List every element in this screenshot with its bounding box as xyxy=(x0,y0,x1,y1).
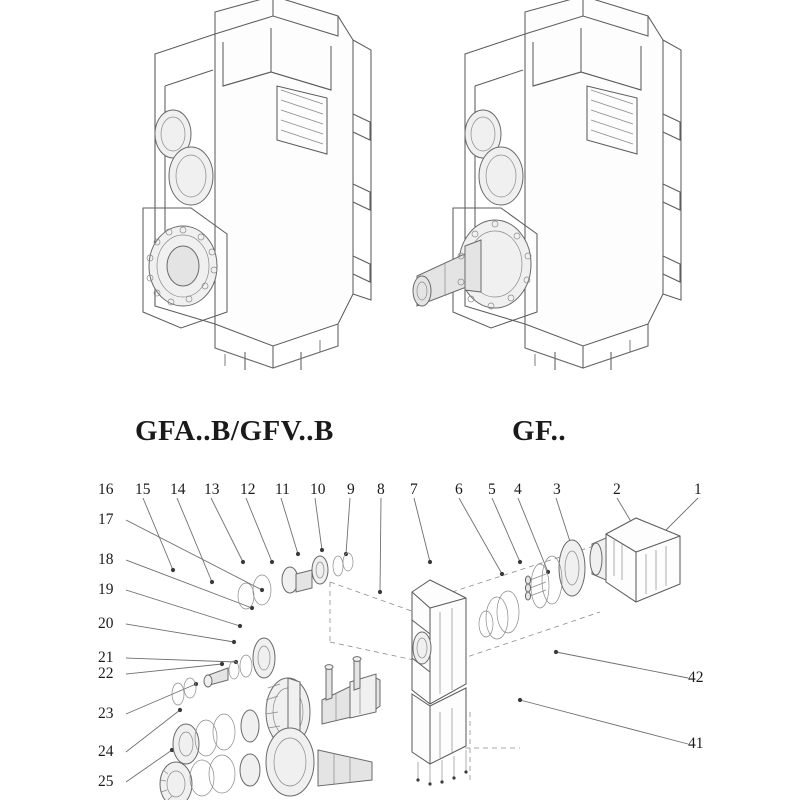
part-label-12: 12 xyxy=(240,481,256,498)
caption-left: GFA..B/GFV..B xyxy=(135,415,334,447)
part-label-11: 11 xyxy=(275,481,290,498)
part-label-41: 41 xyxy=(688,735,704,752)
part-label-9: 9 xyxy=(347,481,355,498)
part-label-2: 2 xyxy=(613,481,621,498)
part-label-24: 24 xyxy=(98,743,114,760)
part-label-19: 19 xyxy=(98,581,114,598)
caption-right: GF.. xyxy=(512,415,567,447)
part-label-23: 23 xyxy=(98,705,114,722)
part-label-18: 18 xyxy=(98,551,114,568)
part-label-20: 20 xyxy=(98,615,114,632)
part-label-25: 25 xyxy=(98,773,114,790)
part-label-15: 15 xyxy=(135,481,151,498)
part-label-42: 42 xyxy=(688,669,704,686)
part-label-7: 7 xyxy=(410,481,418,498)
part-label-16: 16 xyxy=(98,481,114,498)
part-label-3: 3 xyxy=(553,481,561,498)
part-label-6: 6 xyxy=(455,481,463,498)
part-label-13: 13 xyxy=(204,481,220,498)
exploded-view xyxy=(0,462,800,800)
part-label-14: 14 xyxy=(170,481,186,498)
part-label-8: 8 xyxy=(377,481,385,498)
part-label-10: 10 xyxy=(310,481,326,498)
part-label-1: 1 xyxy=(694,481,702,498)
part-label-21: 21 xyxy=(98,649,114,666)
gearbox-right xyxy=(405,0,715,394)
part-label-17: 17 xyxy=(98,511,114,528)
part-label-22: 22 xyxy=(98,665,114,682)
part-label-4: 4 xyxy=(514,481,522,498)
part-label-5: 5 xyxy=(488,481,496,498)
gearbox-left xyxy=(95,0,395,394)
